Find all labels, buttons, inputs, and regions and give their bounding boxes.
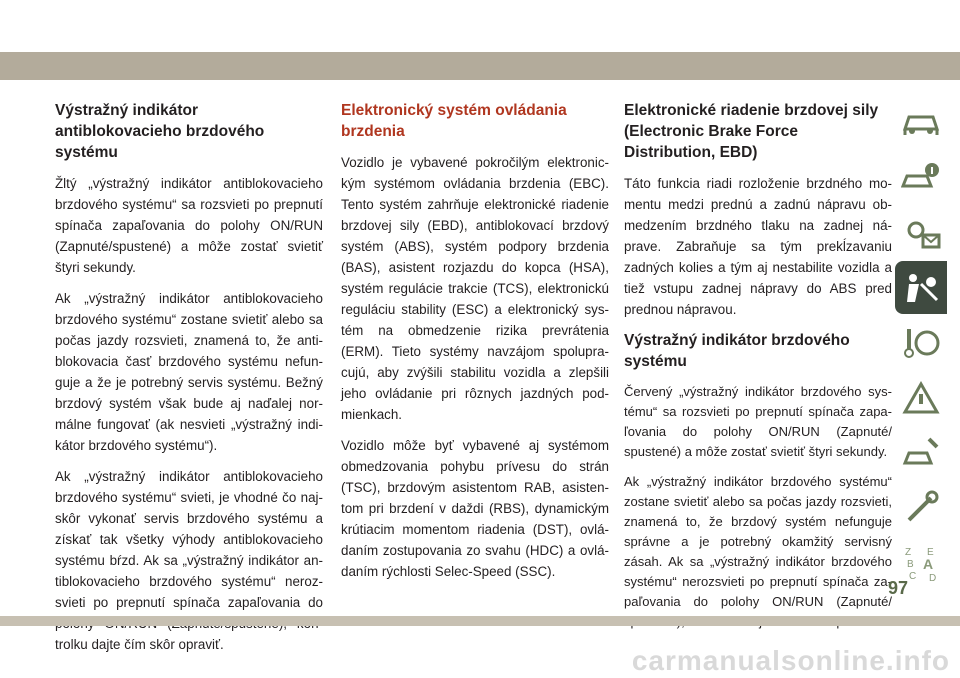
- svg-text:D: D: [929, 572, 937, 583]
- paragraph: Vozidlo je vybavené pokročilým elektronic-kým systémom ovládania brzdenia (EBC). Tento systém zahrňuje elektronické riadenie brzdovej sily (EBD), antiblokovací brzdový systém (ABS), systém podpory brzdenia (BAS), asistent rozjazdu do kopca (HSA), systém regulácie trakcie (TCS), elektronickú reguláciu stability (ESC) a elektronický sys-tém na obmedzenie rizika prevrátenia (ERM). Tieto systémy navzájom spolupra-cujú, aby zvýšili stabilitu vozidla a zlepšili jeho ovládanie pri rôznych jazdných pod-mienkach.: [341, 155, 609, 422]
- column-1: [55, 100, 323, 665]
- paragraph: Červený „výstražný indikátor brzdového sys-tému“ sa rozsvieti po prepnutí spínača zapa-ľovania do polohy ON/RUN (Zapnuté/ spustené) a môže zostať svietiť štyri sekundy.: [624, 384, 892, 459]
- heading-ebd: Elektronické riadenie brzdovej sily (Electronic Brake Force Distribution, EBD): [624, 102, 879, 161]
- tab-emergency[interactable]: [895, 371, 947, 424]
- safety-person-icon: [901, 270, 941, 306]
- paragraph: Ak „výstražný indikátor antiblokovacieho brzdového systému“ zostane svietiť alebo sa počas jazdy rozsvieti, znamená to, že anti-blokovacia časť brzdového systému nefun-guje a že je potrebný servis systému. Bežný brzdový systém však bude aj naďalej nor-málne fungovať (ak nesvieti „výstražný indi-kátor brzdového systému“).: [55, 291, 323, 453]
- heading-ebc: Elektronický systém ovládania brzdenia: [341, 102, 567, 140]
- paragraph: Vozidlo môže byť vybavené aj systémom obmedzovania pohybu prívesu do strán (TSC), brzdovým asistentom RAB, asisten-tom pri brzdení v daždi (RBS), dynamickým krútiacim momentom riadenia (DST), ovlá-daním zostupovania zo svahu (HDC) a ovlá-daním rýchlosti Selec-Speed (SSC).: [341, 438, 609, 579]
- tab-car[interactable]: [895, 96, 947, 149]
- index-letters-icon: [901, 543, 941, 583]
- svg-text:Z: Z: [905, 546, 912, 558]
- tab-service[interactable]: [895, 426, 947, 479]
- tab-specs[interactable]: [895, 481, 947, 534]
- paragraph: Ak „výstražný indikátor brzdového systému“ zostane svietiť alebo sa počas jazdy rozsvieti, znamená to, že brzdový systém nefunguje správne a je potrebný okamžitý servisný zásah. Ak sa „výstražný indikátor brzdového systému“ nerozsvieti po prepnutí spínača za-paľovania do polohy ON/RUN (Zapnuté/: [624, 474, 892, 609]
- paragraph: Ak „výstražný indikátor antiblokovacieho brzdového systému“ svieti, je vhodné čo naj-skôr vykonať servis brzdového systému a získať tak všetky výhody antiblokovacieho systému bŕzd. Ak sa „výstražný indikátor an-tiblokovacieho brzdového systému“ neroz-svieti po prepnutí spínača zapaľovania do trolku dajte čím skôr opraviť.: [55, 469, 323, 652]
- svg-text:B: B: [907, 558, 914, 570]
- chapter-tabs: [895, 96, 949, 591]
- page-number: 97: [887, 578, 908, 598]
- tab-driving[interactable]: [895, 316, 947, 369]
- tab-safety[interactable]: [895, 261, 947, 314]
- heading-abs-warning: Výstražný indikátor antiblokovacieho brzdového systému: [55, 102, 265, 161]
- column-3: [624, 100, 892, 642]
- car-icon: [901, 105, 941, 141]
- tools-icon: [901, 490, 941, 526]
- svg-text:A: A: [923, 555, 934, 572]
- watermark: carmanualsonline.info: [631, 645, 950, 676]
- car-info-icon: [901, 160, 941, 196]
- steering-key-icon: [901, 325, 941, 361]
- paragraph: Žltý „výstražný indikátor antiblokovacieho brzdového systému“ sa rozsvieti po prepnutí spínača zapaľovania do polohy ON/RUN (Zapnuté/spustené) a môže zostať svietiť štyri sekundy.: [55, 176, 323, 275]
- svg-text:E: E: [927, 546, 934, 558]
- svg-text:C: C: [909, 570, 917, 582]
- paragraph: Táto funkcia riadi rozloženie brzdného mo-mentu medzi prednú a zadnú nápravu ob-medzením brzdného tlaku na zadnej ná-prave. Zabraňuje sa tým prekĺzavaniu zadných kolies a tým aj nestabilite vozidla a tiež vstupu zadnej nápravy do ABS pred prednou nápravou.: [624, 176, 892, 317]
- footer-band: [0, 616, 960, 626]
- heading-brake-warning: Výstražný indikátor brzdového systému: [624, 332, 850, 370]
- warning-triangle-icon: [901, 380, 941, 416]
- wrench-car-icon: [901, 435, 941, 471]
- tab-lights-messages[interactable]: [895, 206, 947, 259]
- top-margin: [0, 0, 960, 60]
- tab-car-info[interactable]: [895, 151, 947, 204]
- header-band: [0, 52, 960, 80]
- light-message-icon: [901, 215, 941, 251]
- column-2: [341, 100, 609, 592]
